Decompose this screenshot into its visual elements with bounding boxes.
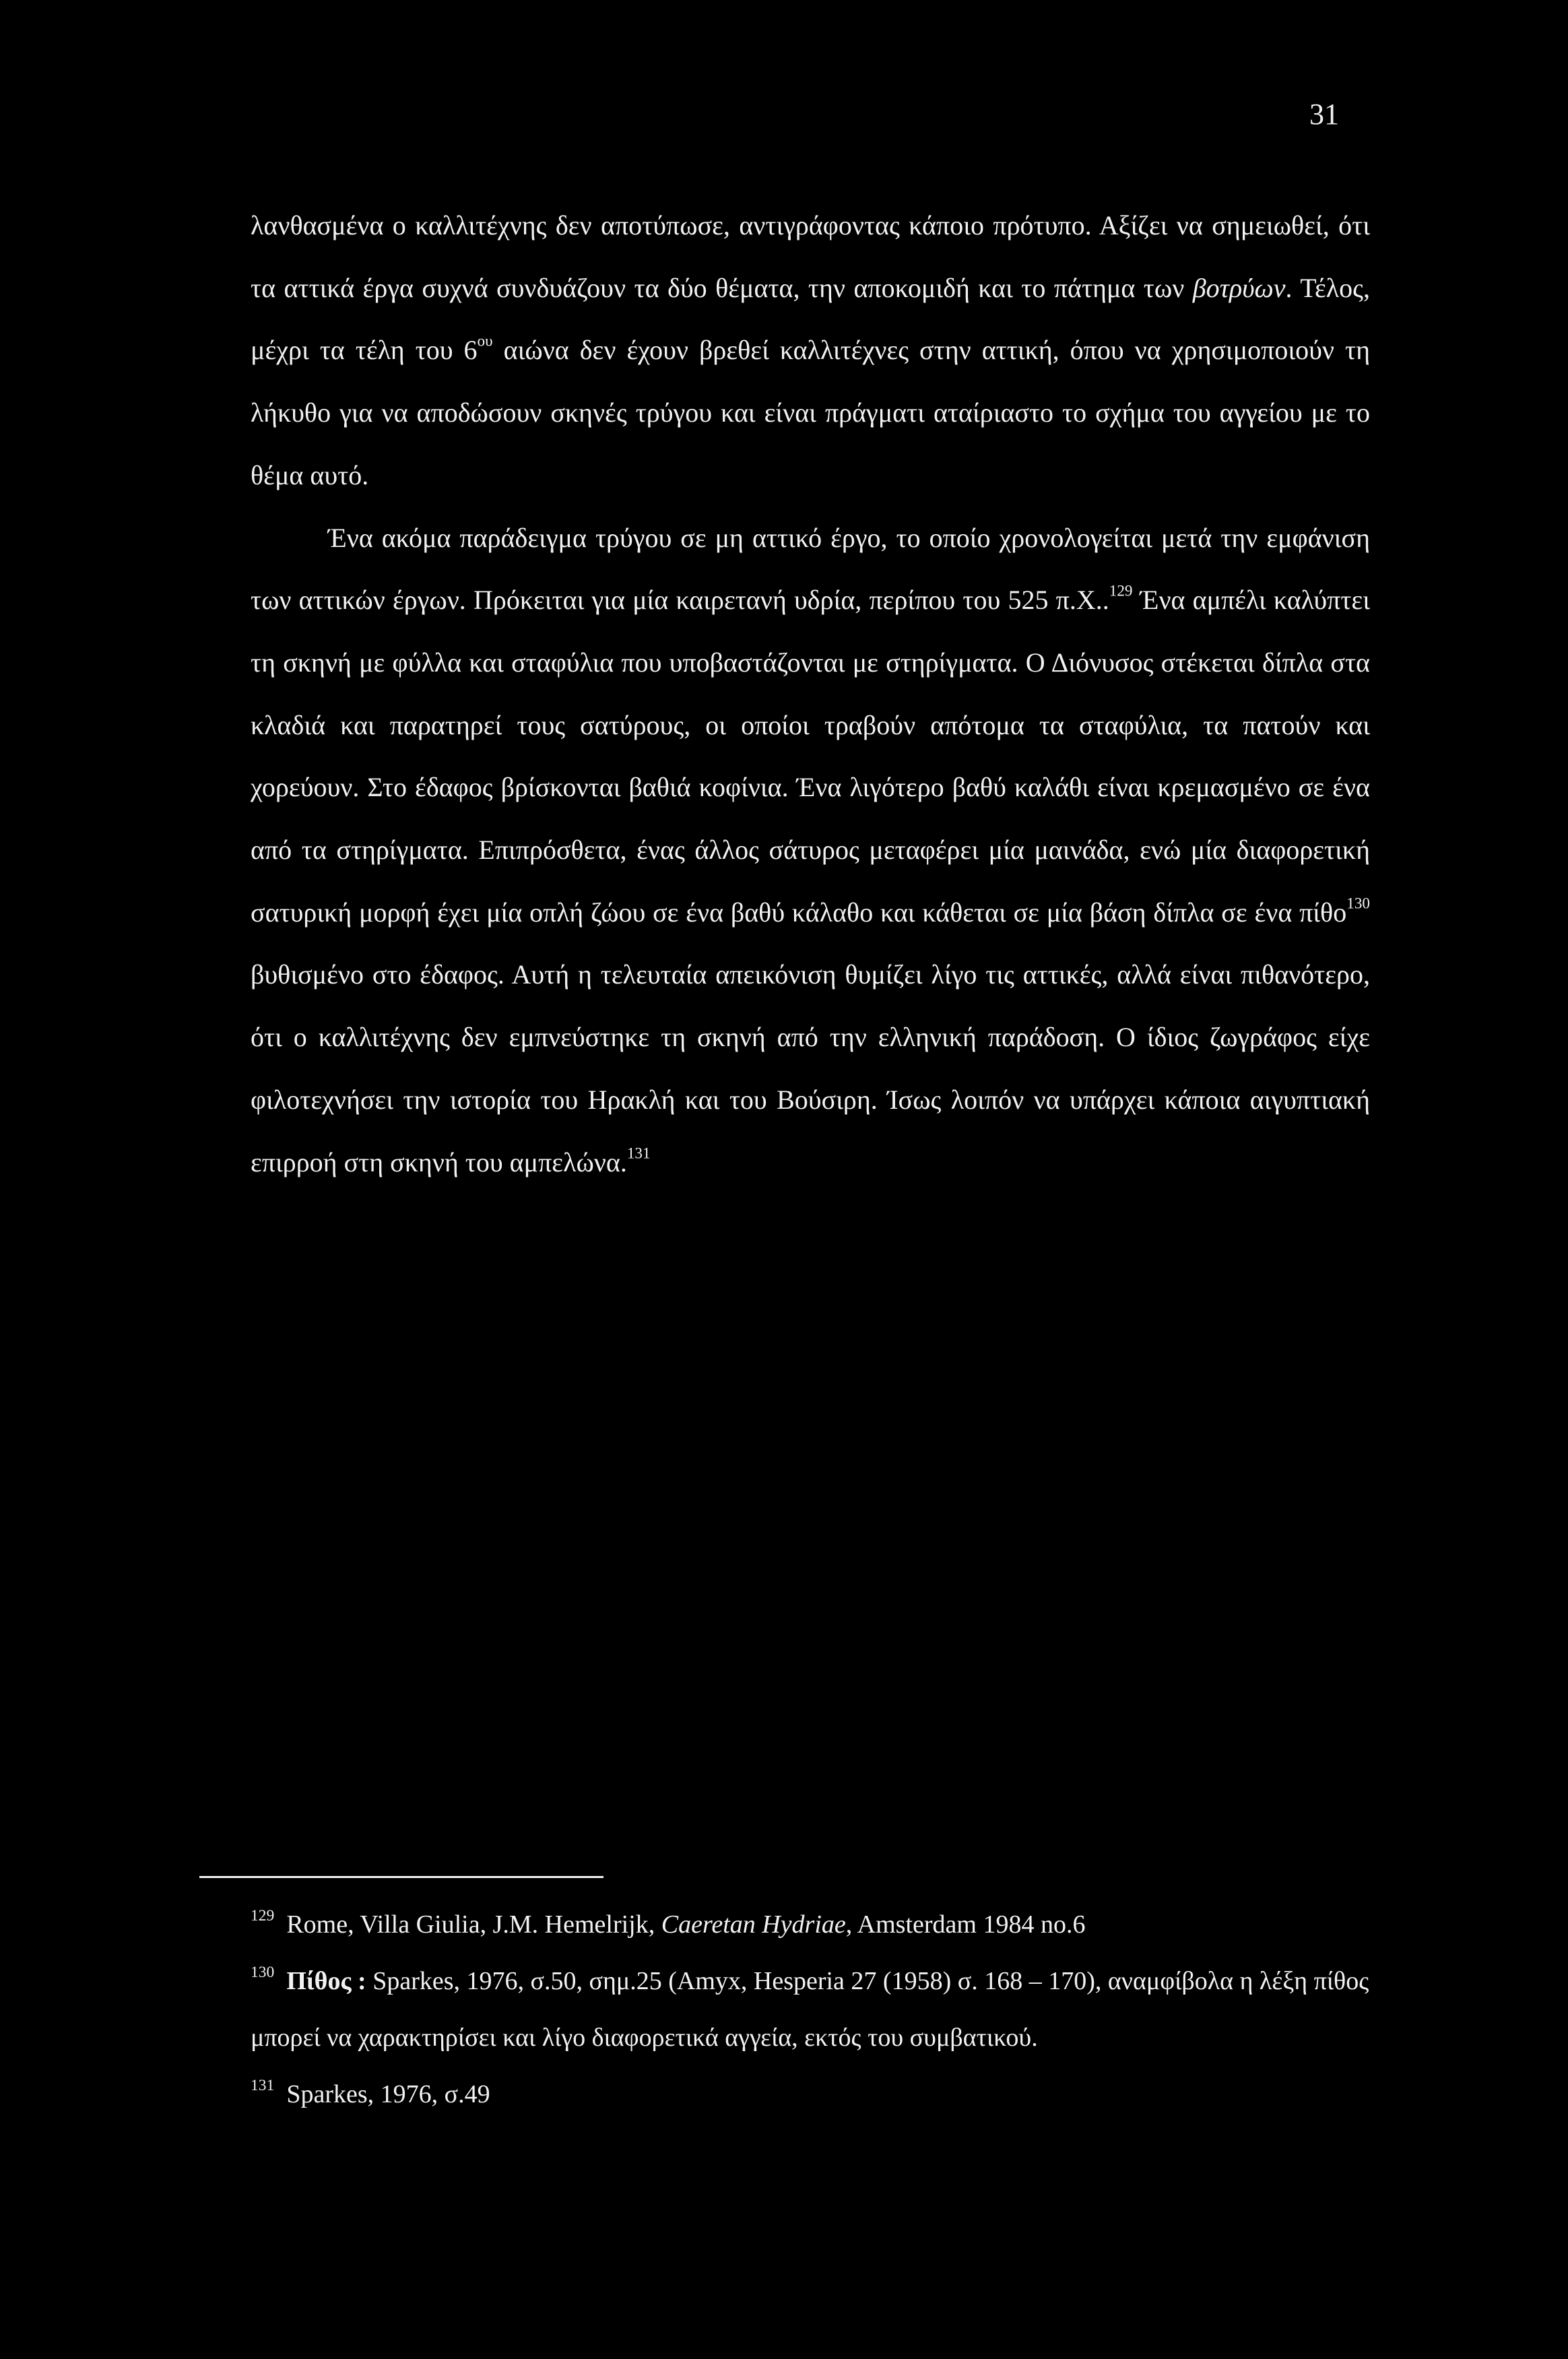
paragraph-2	[251, 507, 1370, 1194]
footnote-ref-129: 129	[1109, 582, 1133, 600]
text-run: Sparkes, 1976, σ.49	[286, 2080, 490, 2108]
body-text	[251, 195, 1370, 1194]
text-run: Ένα ακόμα παράδειγμα τρύγου σε μη αττικό έργο, το οποίο χρονολογείται μετά την εμφάνιση των αττικών έργων. Πρόκειται για μία καιρετανή υδρία, περίπου του 525 π.Χ..	[251, 522, 1370, 616]
paragraph-1	[251, 195, 1370, 507]
footnote-130	[251, 1953, 1370, 2066]
footnote-129	[251, 1896, 1370, 1953]
text-run: Ένα αμπέλι καλύπτει τη σκηνή με φύλλα και σταφύλια που υποβαστάζονται με στηρίγματα. Ο Διόνυσος στέκεται δίπλα στα κλαδιά και παρατηρεί τους σατύρους, οι οποίοι τραβούν απότομα τα σταφύλια, τα πατούν και χορεύουν. Στο έδαφος βρίσκονται βαθιά κοφίνια. Ένα λιγότερο βαθύ καλάθι είναι κρεμασμένο σε ένα από τα στηρίγματα. Επιπρόσθετα, ένας άλλος σάτυρος μεταφέρει μία μαινάδα, ενώ μία διαφορετική σατυρική μορφή έχει μία οπλή ζώου σε ένα βαθύ κάλαθο και κάθεται σε μία βάση δίπλα σε ένα πίθο	[251, 585, 1370, 928]
page-number: 31	[1309, 98, 1339, 131]
text-run: αιώνα δεν έχουν βρεθεί καλλιτέχνες στην αττική, όπου να χρησιμοποιούν τη λήκυθο για να αποδώσουν σκηνές τρύγου και είναι πράγματι αταίριαστο το σχήμα του αγγείου με το θέμα αυτό.	[251, 335, 1370, 490]
footnote-131	[251, 2066, 1370, 2123]
footnote-number: 130	[251, 1964, 275, 1982]
text-run: λανθασμένα ο καλλιτέχνης δεν αποτύπωσε, αντιγράφοντας κάποιο πρότυπο. Αξίζει να σημειωθεί, ότι τα αττικά έργα συχνά συνδυάζουν τα δύο θέματα, την αποκομιδή και το πάτημα των	[251, 210, 1370, 303]
text-run-italic: Caeretan Hydriae	[661, 1910, 846, 1939]
text-run: Rome, Villa Giulia, J.M. Hemelrijk,	[286, 1910, 661, 1939]
text-run: , Amsterdam 1984 no.6	[845, 1910, 1086, 1939]
footnote-divider	[199, 1876, 603, 1878]
footnote-ref-131: 131	[626, 1144, 651, 1162]
footnote-number: 129	[251, 1907, 275, 1925]
footnote-number: 131	[251, 2077, 275, 2095]
footnote-ref-130: 130	[1346, 895, 1370, 913]
text-run: βυθισμένο στο έδαφος. Αυτή η τελευταία απεικόνιση θυμίζει λίγο τις αττικές, αλλά είναι πιθανότερο, ότι ο καλλιτέχνης δεν εμπνεύστηκε τη σκηνή από την ελληνική παράδοση. Ο ίδιος ζωγράφος είχε φιλοτεχνήσει την ιστορία του Ηρακλή και του Βούσιρη. Ίσως λοιπόν να υπάρχει κάποια αιγυπτιακή επιρροή στη σκηνή του αμπελώνα.	[251, 959, 1370, 1177]
superscript-ordinal: ου	[477, 332, 493, 350]
text-run: . Τέλος, μέχρι τα τέλη του 6	[251, 272, 1370, 366]
text-run-italic: βοτρύων	[1192, 272, 1286, 303]
text-run-bold: Πίθος :	[286, 1967, 366, 1995]
text-run: Sparkes, 1976, σ.50, σημ.25 (Amyx, Hesperia 27 (1958) σ. 168 – 170), αναμφίβολα η λέξη πίθος μπορεί να χαρακτηρίσει και λίγο διαφορετικά αγγεία, εκτός του συμβατικού.	[251, 1967, 1369, 2052]
footnotes	[251, 1896, 1370, 2123]
